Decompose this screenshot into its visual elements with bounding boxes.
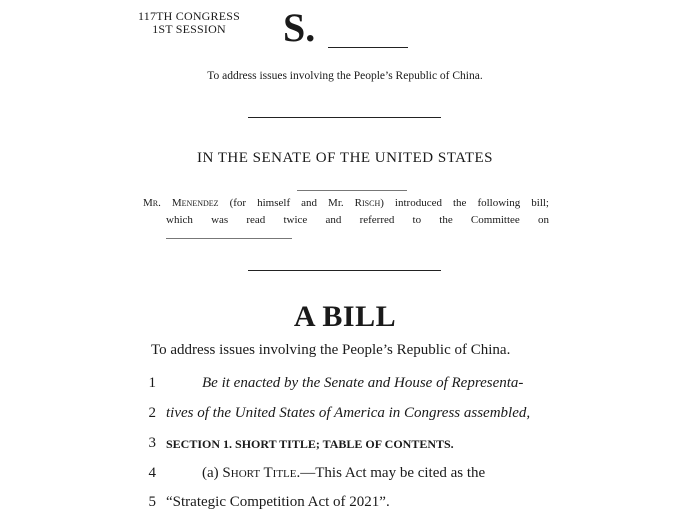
intro-tail-text: ) introduced the following bill; [380, 197, 549, 209]
introduction-line-2: which was read twice and referred to the Committee on [166, 214, 549, 226]
bill-number-prefix: S. [283, 5, 316, 50]
intro-mid-text: (for himself and Mr. [218, 197, 355, 209]
bill-number-blank-line [328, 47, 408, 48]
committee-blank-line [166, 238, 292, 239]
document-type-heading: A BILL [293, 300, 397, 333]
subsection-heading: Short Title [222, 465, 297, 481]
subsection-text: .—This Act may be cited as the [296, 465, 486, 481]
congress-label: 117TH CONGRESS [138, 9, 241, 23]
sponsor-name: Mr. Menendez [143, 197, 219, 209]
divider-rule-top [248, 117, 441, 118]
line-number: 2 [148, 405, 156, 421]
congress-session-block [138, 10, 240, 36]
line-number: 5 [148, 494, 156, 510]
line-number: 4 [148, 465, 156, 481]
title-caption: To address issues involving the People’s Republic of China. [207, 70, 483, 82]
short-title-line [202, 464, 485, 482]
line-number: 3 [148, 435, 156, 451]
enacting-clause-line-1: Be it enacted by the Senate and House of Representa- [202, 375, 524, 391]
date-blank-line [297, 190, 407, 191]
bill-purpose: To address issues involving the People’s Republic of China. [151, 342, 511, 358]
line-number: 1 [148, 375, 156, 391]
subsection-marker: (a) [202, 465, 223, 481]
divider-rule-bottom [248, 270, 441, 271]
introduction-line-1 [143, 195, 549, 212]
enacting-clause-line-2: tives of the United States of America in Congress assembled, [166, 405, 531, 421]
session-label: 1ST SESSION [152, 22, 226, 36]
cosponsor-name: Risch [354, 197, 381, 209]
act-name-line: “Strategic Competition Act of 2021”. [166, 494, 390, 510]
section-heading: SECTION 1. SHORT TITLE; TABLE OF CONTENTS. [166, 437, 454, 451]
chamber-heading: IN THE SENATE OF THE UNITED STATES [196, 150, 494, 166]
